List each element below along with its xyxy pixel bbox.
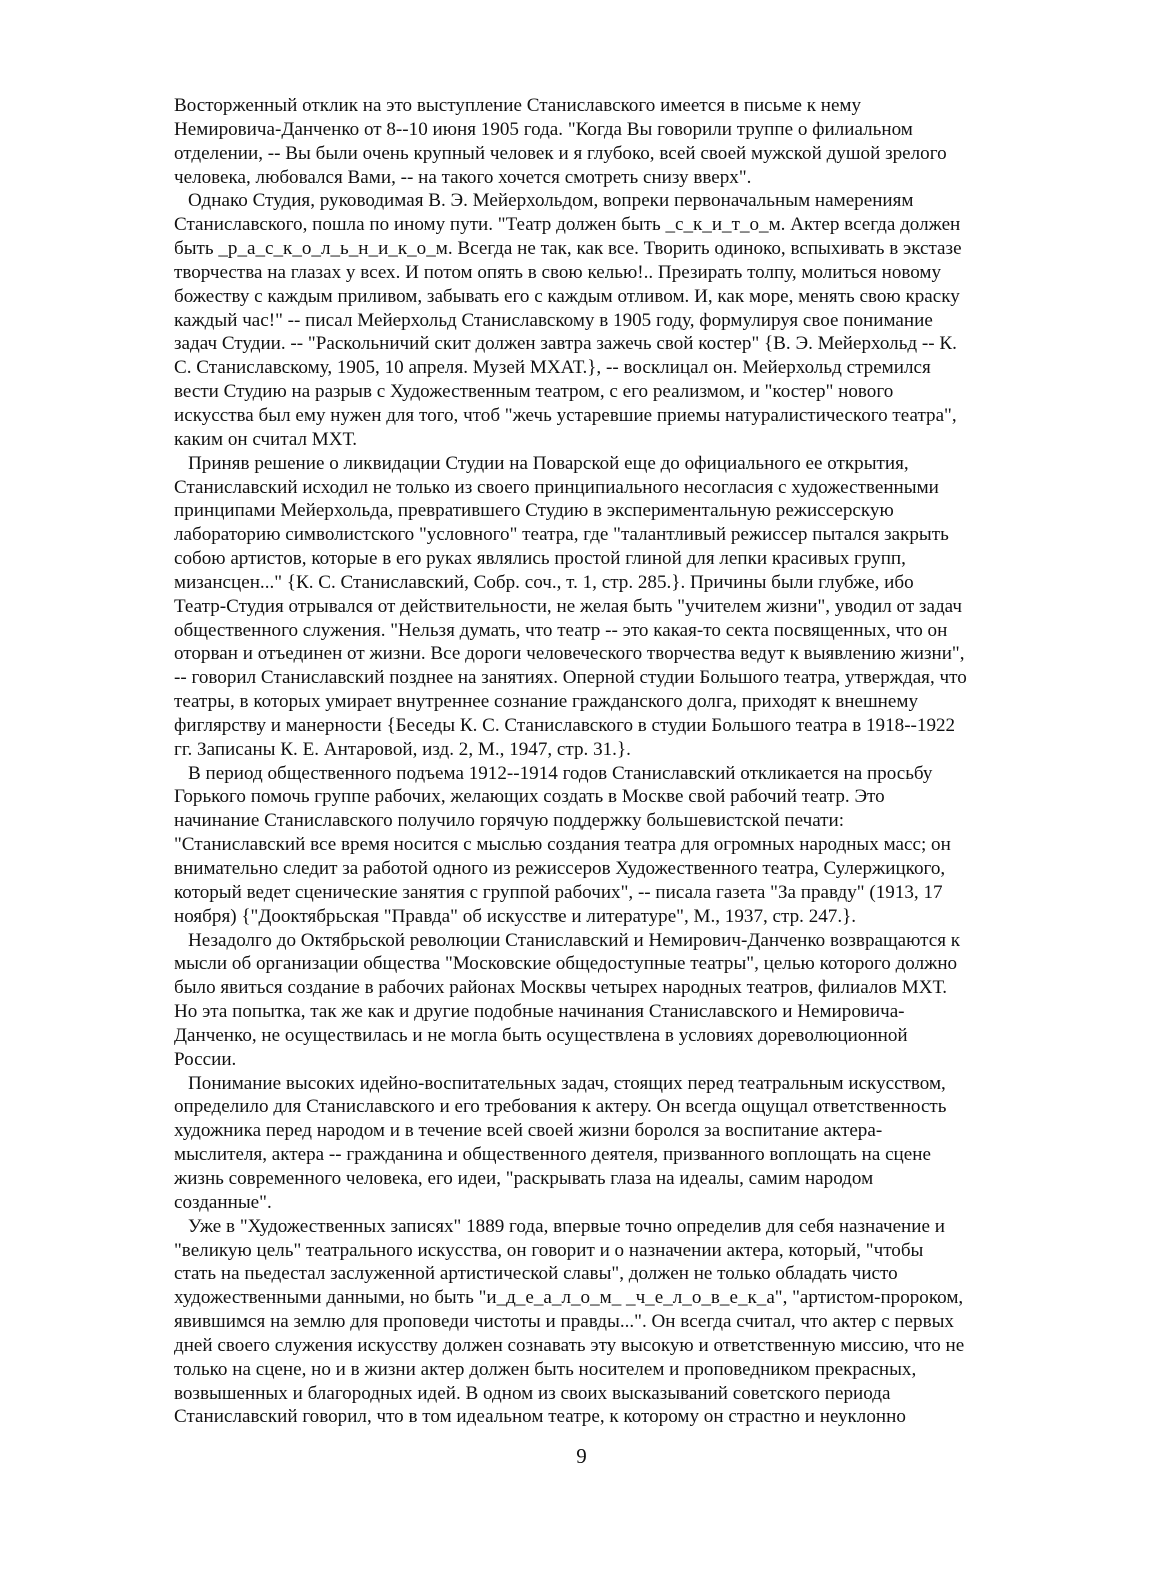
paragraph-1: Восторженный отклик на это выступление Станиславского имеется в письме к нему Немировича-Данченко от 8--10 июня 1905 года. "Когда Вы говорили труппе о филиальном отделении, -- Вы были очень крупный человек и я глубоко, всей своей мужской душой зрелого человека, любовался Вами, -- на такого хочется смотреть снизу вверх". <box>174 95 947 188</box>
page-number: 9 <box>576 1444 587 1468</box>
paragraph-3: Приняв решение о ликвидации Студии на Поварской еще до официального ее открытия, Станиславский исходил не только из своего принципиального несогласия с художественными принципами Мейерхольда, превратившего Студию в экспериментальную режиссерскую лабораторию символистского "условного" театра, где "талантливый режиссер пытался закрыть собою артистов, которые в его руках являлись простой глиной для лепки красивых групп, мизансцен..." {К. С. Станиславский, Собр. соч., т. 1, стр. 285.}. Причины были глубже, ибо Театр-Студия отрывался от действительности, не желая быть "учителем жизни", уводил от задач общественного служения. "Нельзя думать, что театр -- это какая-то секта посвященных, что он оторван и отъединен от жизни. Все дороги человеческого творчества ведут к выявлению жизни", -- говорил Станиславский позднее на занятиях. Оперной студии Большого театра, утверждая, что театры, в которых умирает внутреннее сознание гражданского долга, приходят к внешнему фиглярству и манерности {Беседы К. С. Станиславского в студии Большого театра в 1918--1922 гг. Записаны К. Е. Антаровой, изд. 2, М., 1947, стр. 31.}. <box>174 452 967 760</box>
paragraph-6: Понимание высоких идейно-воспитательных задач, стоящих перед театральным искусством, определило для Станиславского и его требования к актеру. Он всегда ощущал ответственность художника перед народом и в течение всей своей жизни боролся за воспитание актера- мыслителя, актера -- гражданина и общественного деятеля, призванного воплощать на сцене жизнь современного человека, его идеи, "раскрывать глаза на идеалы, самим народом созданные". <box>174 1072 947 1213</box>
paragraph-4: В период общественного подъема 1912--1914 годов Станиславский откликается на просьбу Горького помочь группе рабочих, желающих создать в Москве свой рабочий театр. Это начинание Станиславского получило горячую поддержку большевистской печати: "Станиславский все время носится с мыслью создания театра для огромных народных масс; он внимательно следит за работой одного из режиссеров Художественного театра, Сулержицкого, который ведет сценические занятия с группой рабочих", -- писала газета "За правду" (1913, 17 ноября) {"Дооктябрьская "Правда" об искусстве и литературе", М., 1937, стр. 247.}. <box>174 762 951 927</box>
paragraph-7: Уже в "Художественных записях" 1889 года, впервые точно определив для себя назначение и "великую цель" театрального искусства, он говорит и о назначении актера, который, "чтобы стать на пьедестал заслуженной артистической славы", должен не только обладать чисто художественными данными, но быть "и_д_е_а_л_о_м_ _ч_е_л_о_в_е_к_а", "артистом-пророком, явившимся на землю для проповеди чистоты и правды...". Он всегда считал, что актер с первых дней своего служения искусству должен сознавать эту высокую и ответственную миссию, что не только на сцене, но и в жизни актер должен быть носителем и проповедником прекрасных, возвышенных и благородных идей. В одном из своих высказываний советского периода Станиславский говорил, что в том идеальном театре, к которому он страстно и неуклонно <box>174 1215 965 1428</box>
paragraph-5: Незадолго до Октябрьской революции Станиславский и Немирович-Данченко возвращаются к мысли об организации общества "Московские общедоступные театры", целью которого должно было явиться создание в рабочих районах Москвы четырех народных театров, филиалов МХТ. Но эта попытка, так же как и другие подобные начинания Станиславского и Немировича- Данченко, не осуществилась и не могла быть осуществлена в условиях дореволюционной России. <box>174 929 961 1070</box>
document-body <box>174 94 1046 1429</box>
paragraph-2: Однако Студия, руководимая В. Э. Мейерхольдом, вопреки первоначальным намерениям Станиславского, пошла по иному пути. "Театр должен быть _с_к_и_т_о_м. Актер всегда должен быть _р_а_с_к_о_л_ь_н_и_к_о_м. Всегда не так, как все. Творить одиноко, вспыхивать в экстазе творчества на глазах у всех. И потом опять в свою келью!.. Презирать толпу, молиться новому божеству с каждым приливом, забывать его с каждым отливом. И, как море, менять свою краску каждый час!" -- писал Мейерхольд Станиславскому в 1905 году, формулируя свое понимание задач Студии. -- "Раскольничий скит должен завтра зажечь свой костер" {В. Э. Мейерхольд -- К. С. Станиславскому, 1905, 10 апреля. Музей МХАТ.}, -- восклицал он. Мейерхольд стремился вести Студию на разрыв с Художественным театром, с его реализмом, и "костер" нового искусства был ему нужен для того, чтоб "жечь устаревшие приемы натуралистического театра", каким он считал МХТ. <box>174 190 962 450</box>
